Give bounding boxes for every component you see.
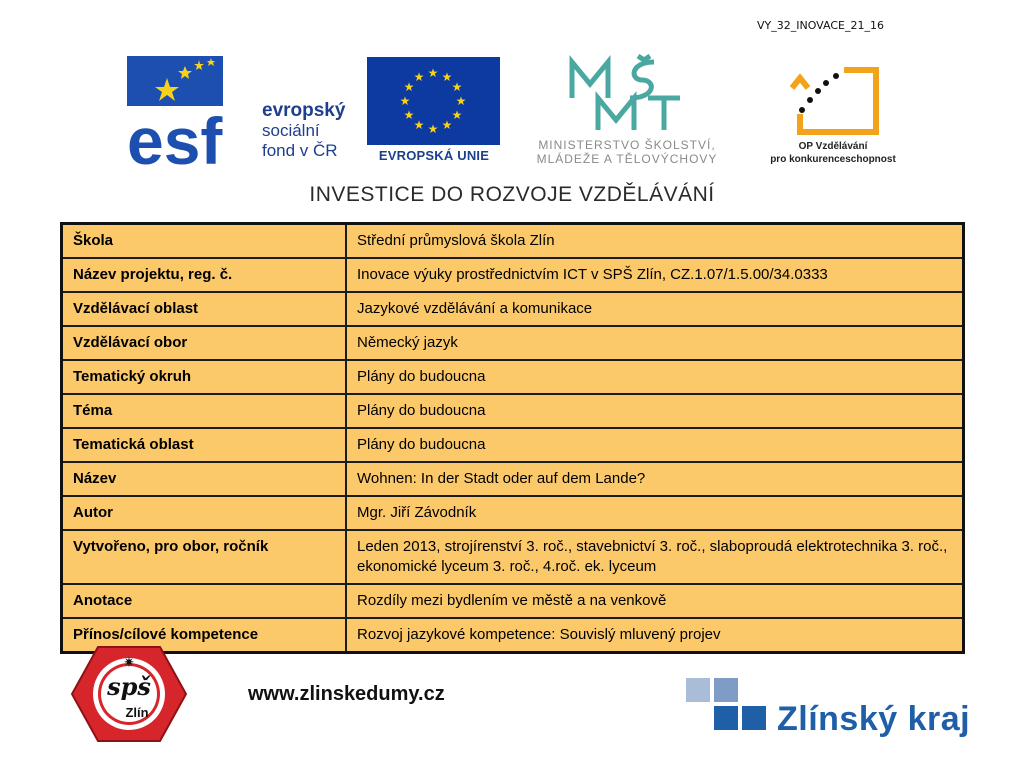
table-row <box>62 326 964 360</box>
svg-text:★: ★ <box>403 108 415 122</box>
table-row <box>62 428 964 462</box>
row-label: Tematický okruh <box>62 360 347 394</box>
esf-label: evropský sociální fond v ČR <box>262 100 346 160</box>
table-row <box>62 360 964 394</box>
table-row <box>62 224 964 259</box>
svg-text:★: ★ <box>413 118 425 132</box>
msmt-label: MINISTERSTVO ŠKOLSTVÍ, MLÁDEŽE A TĚLOVÝCHOVY <box>536 138 718 166</box>
row-value: Jazykové vzdělávání a komunikace <box>346 292 964 326</box>
table-row <box>62 530 964 584</box>
row-label: Tematická oblast <box>62 428 347 462</box>
project-info-table <box>60 222 965 654</box>
svg-text:★: ★ <box>451 108 463 122</box>
esf-acronym: esf <box>127 104 223 166</box>
op-logo <box>786 58 882 138</box>
row-value: Plány do budoucna <box>346 394 964 428</box>
sps-zlin-logo <box>70 645 188 743</box>
msmt-logo <box>568 54 688 134</box>
table-row <box>62 292 964 326</box>
row-label: Vzdělávací oblast <box>62 292 347 326</box>
svg-text:★: ★ <box>441 70 453 84</box>
row-value: Leden 2013, strojírenství 3. roč., stavebnictví 3. roč., slaboproudá elektrotechnika 3. roč., ekonomické lyceum 3. roč., 4.roč. ek. lyceum <box>346 530 964 584</box>
row-label: Autor <box>62 496 347 530</box>
eu-label: EVROPSKÁ UNIE <box>378 148 490 163</box>
svg-text:★: ★ <box>451 80 463 94</box>
row-label: Vytvořeno, pro obor, ročník <box>62 530 347 584</box>
row-label: Přínos/cílové kompetence <box>62 618 347 653</box>
row-value: Střední průmyslová škola Zlín <box>346 224 964 259</box>
row-value: Rozvoj jazykové kompetence: Souvislý mluvený projev <box>346 618 964 653</box>
op-label: OP Vzdělávání pro konkurenceschopnost <box>770 141 896 165</box>
table-row <box>62 462 964 496</box>
row-value: Plány do budoucna <box>346 360 964 394</box>
svg-text:★: ★ <box>399 94 411 108</box>
row-value: Wohnen: In der Stadt oder auf dem Lande? <box>346 462 964 496</box>
svg-text:✷: ✷ <box>123 655 135 671</box>
table-row <box>62 618 964 653</box>
table-row <box>62 496 964 530</box>
row-label: Škola <box>62 224 347 259</box>
row-label: Anotace <box>62 584 347 618</box>
svg-text:★: ★ <box>427 66 439 80</box>
zlinsky-kraj-logo <box>686 678 768 740</box>
svg-text:★: ★ <box>441 118 453 132</box>
table-row <box>62 258 964 292</box>
website-link[interactable]: www.zlinskedumy.cz <box>248 683 445 705</box>
esf-logo <box>127 56 223 166</box>
svg-text:Zlín: Zlín <box>125 705 149 720</box>
svg-text:★: ★ <box>427 122 439 136</box>
svg-text:★: ★ <box>455 94 467 108</box>
row-value: Německý jazyk <box>346 326 964 360</box>
svg-text:spš: spš <box>107 672 151 701</box>
row-label: Název projektu, reg. č. <box>62 258 347 292</box>
svg-text:★: ★ <box>403 80 415 94</box>
eu-flag-logo <box>367 57 500 145</box>
row-value: Rozdíly mezi bydlením ve městě a na venkově <box>346 584 964 618</box>
row-value: Inovace výuky prostřednictvím ICT v SPŠ Zlín, CZ.1.07/1.5.00/34.0333 <box>346 258 964 292</box>
tagline: INVESTICE DO ROZVOJE VZDĚLÁVÁNÍ <box>309 183 715 206</box>
row-value: Mgr. Jiří Závodník <box>346 496 964 530</box>
table-row <box>62 584 964 618</box>
svg-text:★: ★ <box>413 70 425 84</box>
row-value: Plány do budoucna <box>346 428 964 462</box>
zlinsky-kraj-label: Zlínský kraj <box>777 700 971 738</box>
table-row <box>62 394 964 428</box>
document-code: VY_32_INOVACE_21_16 <box>757 19 884 32</box>
row-label: Název <box>62 462 347 496</box>
row-label: Vzdělávací obor <box>62 326 347 360</box>
row-label: Téma <box>62 394 347 428</box>
